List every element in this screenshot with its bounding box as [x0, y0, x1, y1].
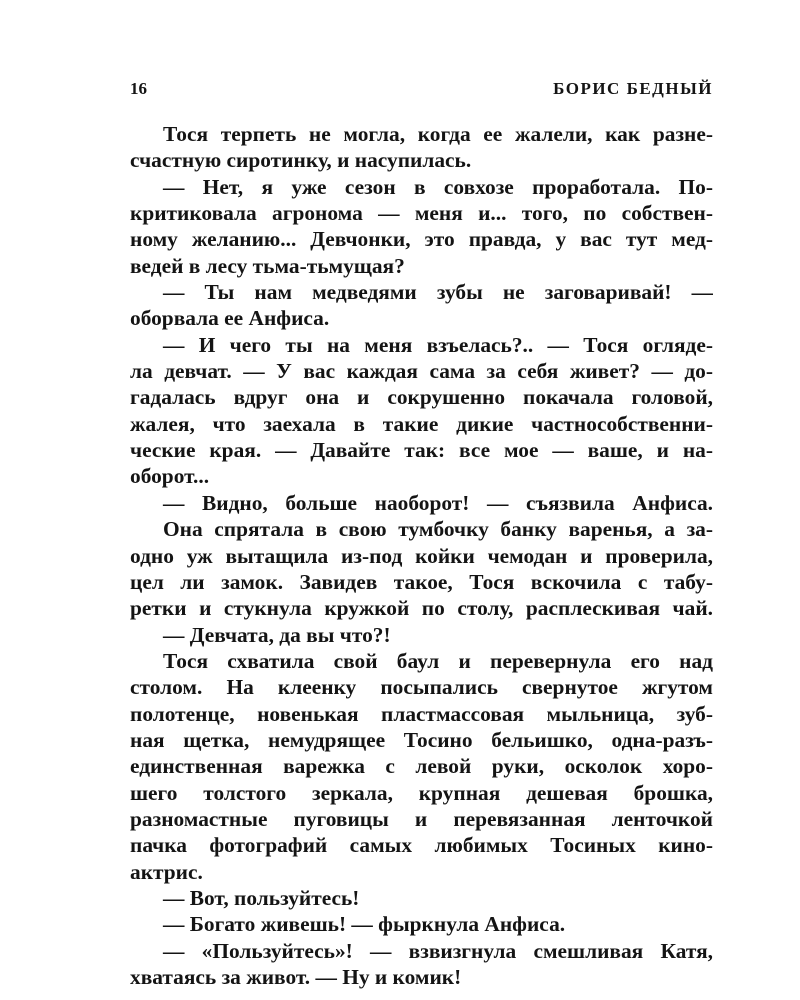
- text-line: оборвала ее Анфиса.: [130, 306, 330, 331]
- text-line: счастную сиротинку, и насупилась.: [130, 148, 472, 173]
- text-line: Тося терпеть не могла, когда ее жалели, как разне-: [163, 122, 713, 146]
- text-line: столом. На клеенку посыпались свернутое жгутом: [130, 675, 713, 700]
- text-line: — Видно, больше наоборот! — съязвила Анфиса.: [163, 490, 713, 515]
- text-line: разномастные пуговицы и перевязанная ленточкой: [130, 806, 713, 831]
- text-line: Она спрятала в свою тумбочку банку варенья, а за-: [163, 517, 713, 542]
- text-line: ному желанию... Девчонки, это правда, у вас тут мед-: [130, 227, 713, 252]
- text-line: ческие края. — Давайте так: все мое — ваше, и на-: [130, 438, 713, 463]
- text-line: — Богато живешь! — фыркнула Анфиса.: [163, 912, 566, 937]
- text-line: — «Пользуйтесь»! — взвизгнула смешливая Катя,: [163, 938, 713, 963]
- text-line: полотенце, новенькая пластмассовая мыльница, зуб-: [130, 701, 713, 726]
- text-line: единственная варежка с левой руки, осколок хоро-: [130, 754, 713, 779]
- page-header: [130, 77, 713, 101]
- text-line: — Вот, пользуйтесь!: [163, 885, 360, 910]
- page-number: 16: [130, 79, 147, 98]
- text-line: ретки и стукнула кружкой по столу, расплескивая чай.: [130, 596, 713, 621]
- running-title: БОРИС БЕДНЫЙ: [553, 79, 713, 98]
- text-line: критиковала агронома — меня и... того, по собствен-: [130, 201, 713, 226]
- text-line: — Девчата, да вы что?!: [163, 622, 391, 647]
- body-text: [130, 121, 713, 990]
- text-line: — Ты нам медведями зубы не заговаривай! —: [163, 280, 713, 305]
- text-line: — И чего ты на меня взъелась?.. — Тося огляде-: [163, 332, 713, 357]
- text-line: шего толстого зеркала, крупная дешевая брошка,: [130, 780, 713, 805]
- text-line: актрис.: [130, 859, 203, 884]
- text-line: пачка фотографий самых любимых Тосиных кино-: [130, 833, 713, 858]
- text-line: цел ли замок. Завидев такое, Тося вскочила с табу-: [130, 569, 713, 594]
- text-line: ла девчат. — У вас каждая сама за себя живет? — до-: [130, 359, 713, 384]
- text-line: жалея, что заехала в такие дикие частнособственни-: [130, 411, 713, 436]
- text-line: ведей в лесу тьма-тьмущая?: [130, 253, 405, 278]
- text-line: Тося схватила свой баул и перевернула его над: [163, 648, 713, 673]
- text-line: — Нет, я уже сезон в совхозе проработала. По-: [163, 174, 713, 199]
- text-line: оборот...: [130, 464, 210, 489]
- text-line: гадалась вдруг она и сокрушенно покачала головой,: [130, 385, 713, 410]
- text-line: ная щетка, немудрящее Тосино бельишко, одна-разъ-: [130, 727, 713, 752]
- text-line: хватаясь за живот. — Ну и комик!: [130, 965, 462, 989]
- text-line: одно уж вытащила из-под койки чемодан и проверила,: [130, 543, 713, 568]
